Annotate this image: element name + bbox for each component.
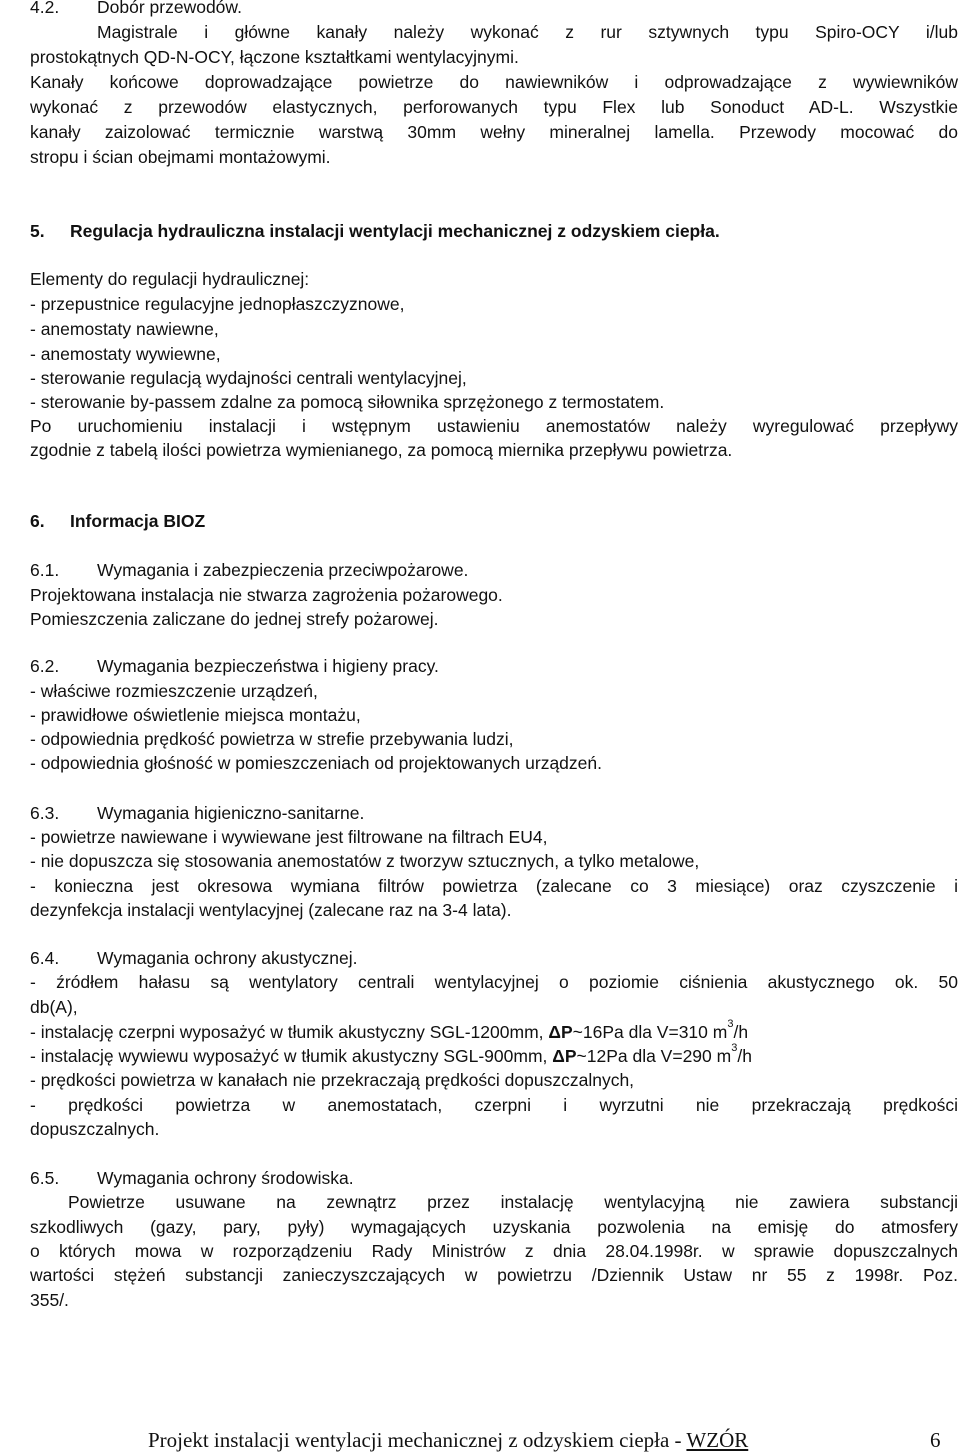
paragraph-line: Magistrale i główne kanały należy wykonać z rur sztywnych typu Spiro-OCY i/lub [97, 22, 958, 42]
list-item-text: - instalację wywiewu wyposażyć w tłumik akustyczny SGL-900mm, [30, 1046, 553, 1066]
list-item: - prawidłowe oświetlenie miejsca montażu, [30, 705, 361, 725]
section-number: 6.5. [30, 1168, 60, 1188]
subsection-6-2-heading [30, 654, 439, 679]
section-4-2-heading [30, 0, 242, 20]
list-item: - źródłem hałasu są wentylatory centrali wentylacyjnej o poziomie ciśnienia akustycznego ok. 50 [30, 972, 958, 992]
section-6-heading [30, 509, 205, 534]
paragraph-line: Po uruchomieniu instalacji i wstępnym ustawieniu anemostatów należy wyregulować przepływy [30, 416, 958, 436]
subsection-6-3-heading [30, 801, 364, 826]
section-number: 6. [30, 511, 45, 531]
delta-p-symbol: ΔP [548, 1022, 573, 1042]
paragraph-line: 355/. [30, 1290, 69, 1310]
paragraph-line: prostokątnych QD-N-OCY, łączone kształtkami wentylacyjnymi. [30, 47, 519, 67]
list-item: - sterowanie by-passem zdalne za pomocą siłownika sprzężonego z termostatem. [30, 392, 665, 412]
page-number: 6 [930, 1428, 941, 1452]
page-footer [148, 1426, 748, 1454]
paragraph-line: dopuszczalnych. [30, 1119, 160, 1139]
subsection-6-1-heading [30, 558, 468, 583]
subsection-6-4-heading [30, 946, 358, 971]
superscript: 3 [727, 1018, 734, 1030]
section-title: Regulacja hydrauliczna instalacji wentylacji mechanicznej z odzyskiem ciepła. [70, 221, 720, 241]
section-title: Wymagania ochrony akustycznej. [97, 948, 358, 968]
footer-text: Projekt instalacji wentylacji mechanicznej z odzyskiem ciepła - [148, 1428, 687, 1452]
section-number: 6.2. [30, 656, 60, 676]
list-item-text: ~16Pa dla V=310 m [572, 1022, 728, 1042]
list-item [30, 1044, 752, 1069]
subsection-6-5-heading [30, 1166, 354, 1191]
paragraph-line: szkodliwych (gazy, pary, pyły) wymagających uzyskania pozwolenia na emisję do atmosfery [30, 1217, 958, 1237]
superscript: 3 [731, 1042, 738, 1054]
list-item: - prędkości powietrza w anemostatach, czerpni i wyrzutni nie przekraczają prędkości [30, 1095, 958, 1115]
list-item: - właściwe rozmieszczenie urządzeń, [30, 681, 318, 701]
paragraph-line: Kanały końcowe doprowadzające powietrze do nawiewników i odprowadzające z wywiewników [30, 72, 958, 92]
paragraph-line: wartości stężeń substancji zanieczyszczających w powietrzu /Dziennik Ustaw nr 55 z 1998r. Poz. [30, 1265, 958, 1285]
section-number: 6.3. [30, 803, 60, 823]
section-title: Wymagania bezpieczeństwa i higieny pracy. [97, 656, 439, 676]
section-title: Dobór przewodów. [97, 0, 242, 17]
section-5-heading [30, 219, 720, 244]
list-item: - anemostaty wywiewne, [30, 344, 221, 364]
list-item: - powietrze nawiewane i wywiewane jest filtrowane na filtrach EU4, [30, 827, 548, 847]
list-item: - konieczna jest okresowa wymiana filtrów powietrza (zalecane co 3 miesiące) oraz czyszczenie i [30, 876, 958, 896]
list-item-text: /h [737, 1046, 752, 1066]
paragraph-line: stropu i ścian obejmami montażowymi. [30, 147, 331, 167]
paragraph-line: wykonać z przewodów elastycznych, perforowanych typu Flex lub Sonoduct AD-L. Wszystkie [30, 97, 958, 117]
footer-template-label: WZÓR [686, 1428, 749, 1452]
list-item: - nie dopuszcza się stosowania anemostatów z tworzyw sztucznych, a tylko metalowe, [30, 851, 700, 871]
list-item-text: /h [733, 1022, 749, 1042]
list-item [30, 1020, 748, 1045]
section-number: 5. [30, 221, 45, 241]
section-title: Wymagania i zabezpieczenia przeciwpożarowe. [97, 560, 469, 580]
list-item-text: - instalację czerpni wyposażyć w tłumik akustyczny SGL-1200mm, [30, 1022, 549, 1042]
list-item: - anemostaty nawiewne, [30, 319, 219, 339]
paragraph-line: Projektowana instalacja nie stwarza zagrożenia pożarowego. [30, 585, 503, 605]
delta-p-symbol: ΔP [552, 1046, 577, 1066]
list-item: - odpowiednia głośność w pomieszczeniach od projektowanych urządzeń. [30, 753, 602, 773]
section-number: 6.4. [30, 948, 60, 968]
paragraph-line: db(A), [30, 997, 78, 1017]
paragraph-line: kanały zaizolować termicznie warstwą 30mm wełny mineralnej lamella. Przewody mocować do [30, 122, 958, 142]
section-title: Wymagania higieniczno-sanitarne. [97, 803, 365, 823]
paragraph-line: o których mowa w rozporządzeniu Rady Ministrów z dnia 28.04.1998r. w sprawie dopuszczalnych [30, 1241, 958, 1261]
list-item: - sterowanie regulacją wydajności centrali wentylacyjnej, [30, 368, 467, 388]
section-title: Informacja BIOZ [70, 511, 206, 531]
paragraph-line: Powietrze usuwane na zewnątrz przez instalację wentylacyjną nie zawiera substancji [68, 1192, 958, 1212]
section-title: Wymagania ochrony środowiska. [97, 1168, 354, 1188]
list-item: - przepustnice regulacyjne jednopłaszczyznowe, [30, 294, 405, 314]
paragraph-line: Elementy do regulacji hydraulicznej: [30, 269, 310, 289]
list-item: dezynfekcja instalacji wentylacyjnej (zalecane raz na 3-4 lata). [30, 900, 512, 920]
section-number: 4.2. [30, 0, 60, 17]
paragraph-line: Pomieszczenia zaliczane do jednej strefy pożarowej. [30, 609, 439, 629]
paragraph-line: zgodnie z tabelą ilości powietrza wymienianego, za pomocą miernika przepływu powietrza. [30, 440, 733, 460]
list-item: - prędkości powietrza w kanałach nie przekraczają prędkości dopuszczalnych, [30, 1070, 635, 1090]
list-item: - odpowiednia prędkość powietrza w strefie przebywania ludzi, [30, 729, 514, 749]
list-item-text: ~12Pa dla V=290 m [576, 1046, 732, 1066]
section-number: 6.1. [30, 560, 60, 580]
